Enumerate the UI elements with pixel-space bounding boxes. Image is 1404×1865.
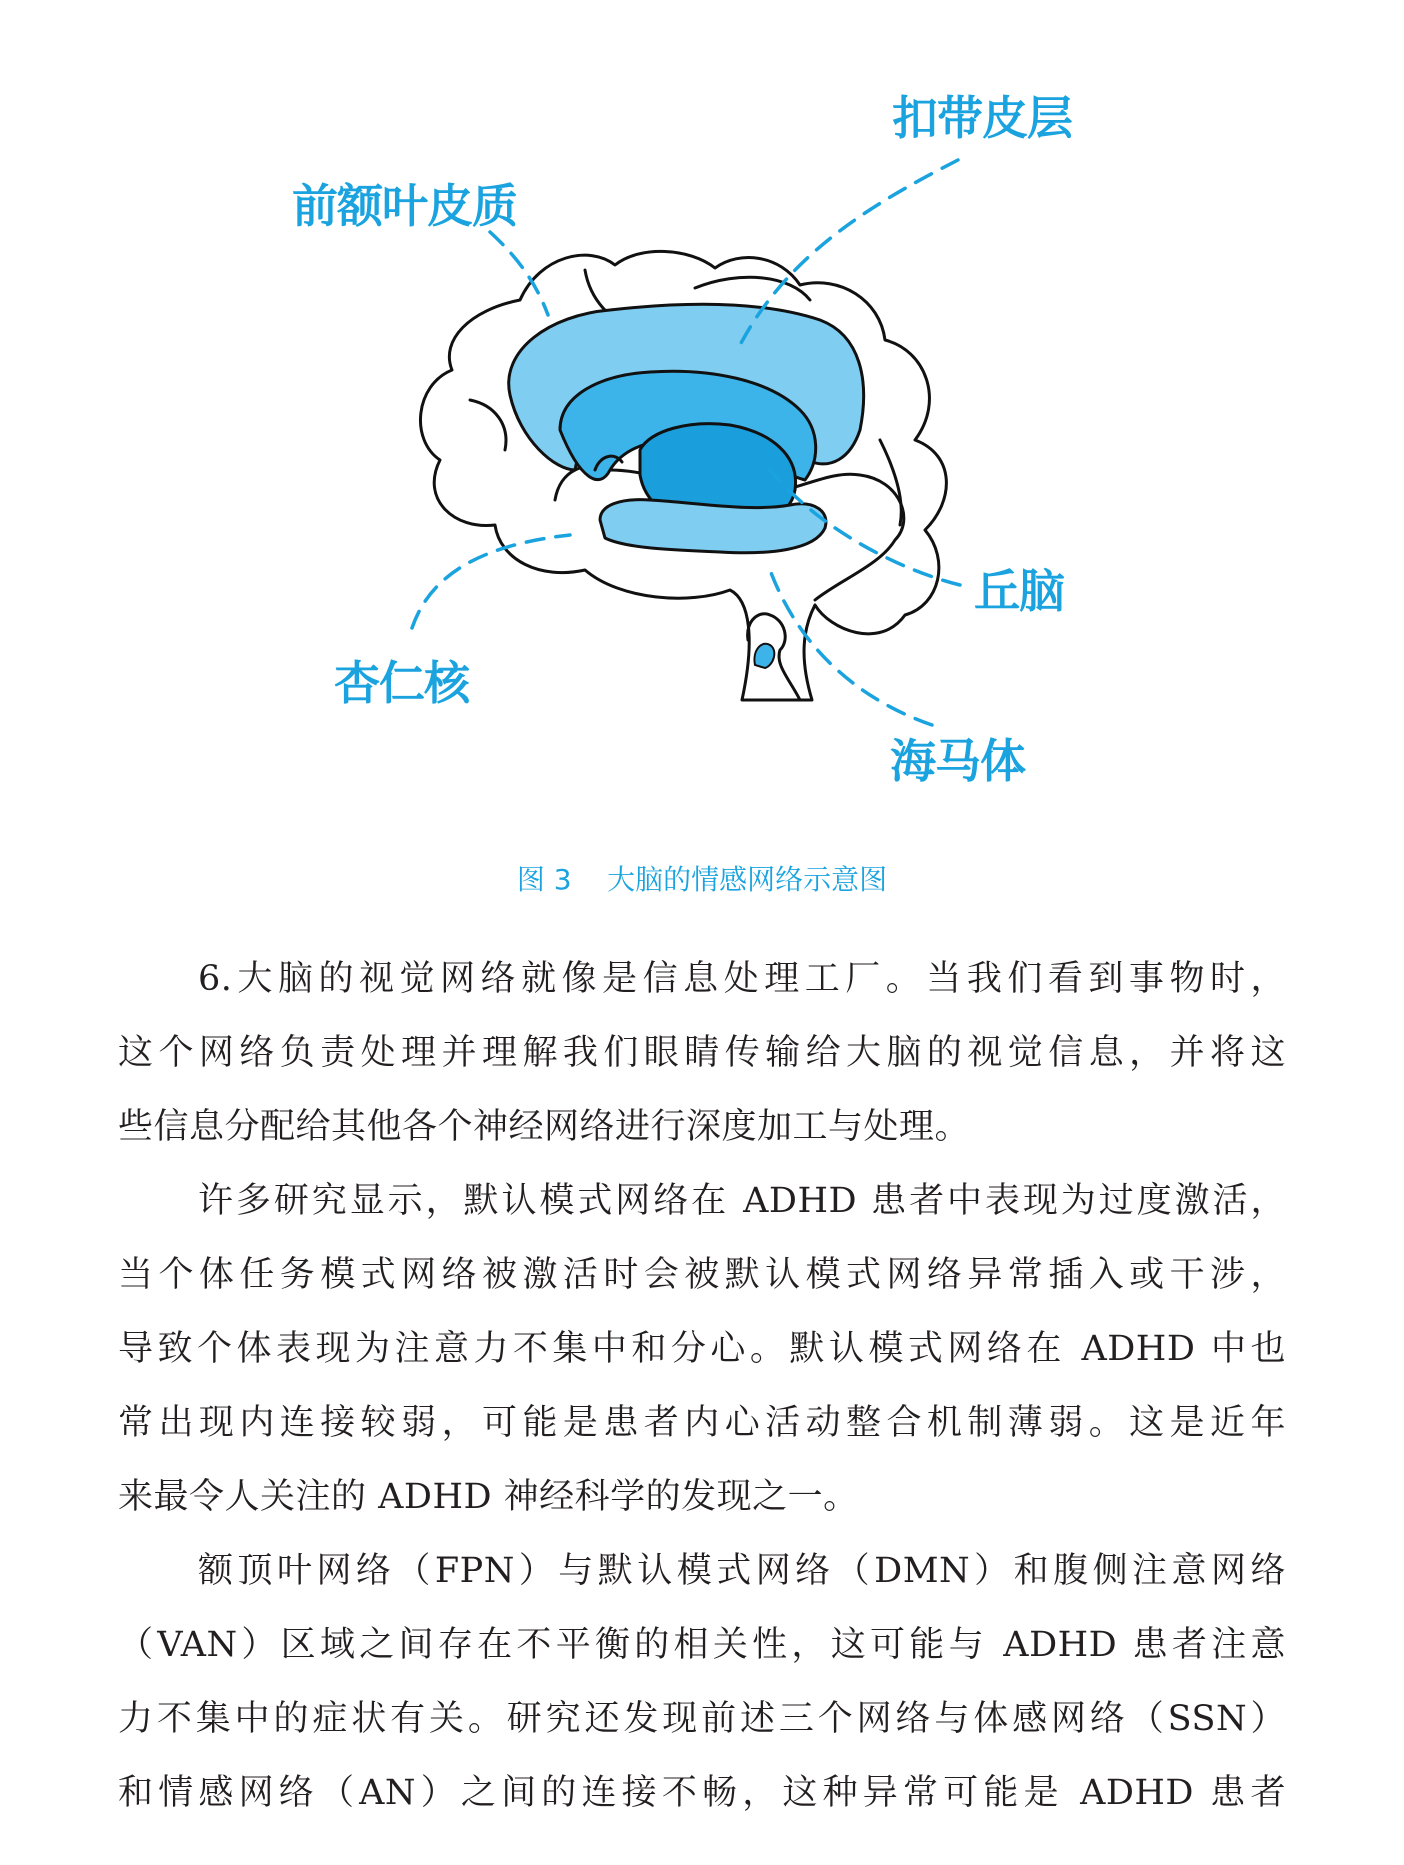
text-line: 些信息分配给其他各个神经网络进行深度加工与处理。 — [118, 1107, 971, 1147]
body-text — [118, 942, 1286, 1830]
label-prefrontal-cortex: 前额叶皮质 — [292, 179, 517, 233]
text-line: 额顶叶网络（FPN）与默认模式网络（DMN）和腹侧注意网络 — [198, 1551, 1286, 1591]
text-line: 当个体任务模式网络被激活时会被默认模式网络异常插入或干涉， — [118, 1255, 1286, 1295]
text-line: 这个网络负责处理并理解我们眼睛传输给大脑的视觉信息，并将这 — [118, 1033, 1286, 1073]
text-line: 导致个体表现为注意力不集中和分心。默认模式网络在 ADHD 中也 — [118, 1329, 1286, 1369]
brainstem-detail — [754, 644, 774, 668]
text-line: 来最令人关注的 ADHD 神经科学的发现之一。 — [118, 1477, 859, 1517]
brain-illustration — [0, 0, 1404, 860]
text-line: 许多研究显示，默认模式网络在 ADHD 患者中表现为过度激活， — [198, 1181, 1286, 1221]
text-line: 6.大脑的视觉网络就像是信息处理工厂。当我们看到事物时， — [198, 959, 1286, 999]
brain-figure — [0, 0, 1404, 860]
text-line: 常出现内连接较弱，可能是患者内心活动整合机制薄弱。这是近年 — [118, 1403, 1286, 1443]
figure-caption: 图 3 大脑的情感网络示意图 — [516, 863, 888, 896]
label-thalamus: 丘脑 — [974, 564, 1064, 618]
paragraph-frontoparietal-network — [118, 1534, 1286, 1830]
paragraph-visual-network — [118, 942, 1286, 1164]
label-hippocampus: 海马体 — [890, 734, 1025, 788]
text-line: 和情感网络（AN）之间的连接不畅，这种异常可能是 ADHD 患者 — [118, 1773, 1286, 1813]
paragraph-default-mode-network — [118, 1164, 1286, 1534]
label-cingulate-cortex: 扣带皮层 — [892, 91, 1072, 145]
text-line: 力不集中的症状有关。研究还发现前述三个网络与体感网络（SSN） — [118, 1699, 1286, 1739]
label-amygdala: 杏仁核 — [334, 656, 469, 710]
text-line: （VAN）区域之间存在不平衡的相关性，这可能与 ADHD 患者注意 — [118, 1625, 1286, 1665]
amygdala-region — [600, 500, 826, 553]
